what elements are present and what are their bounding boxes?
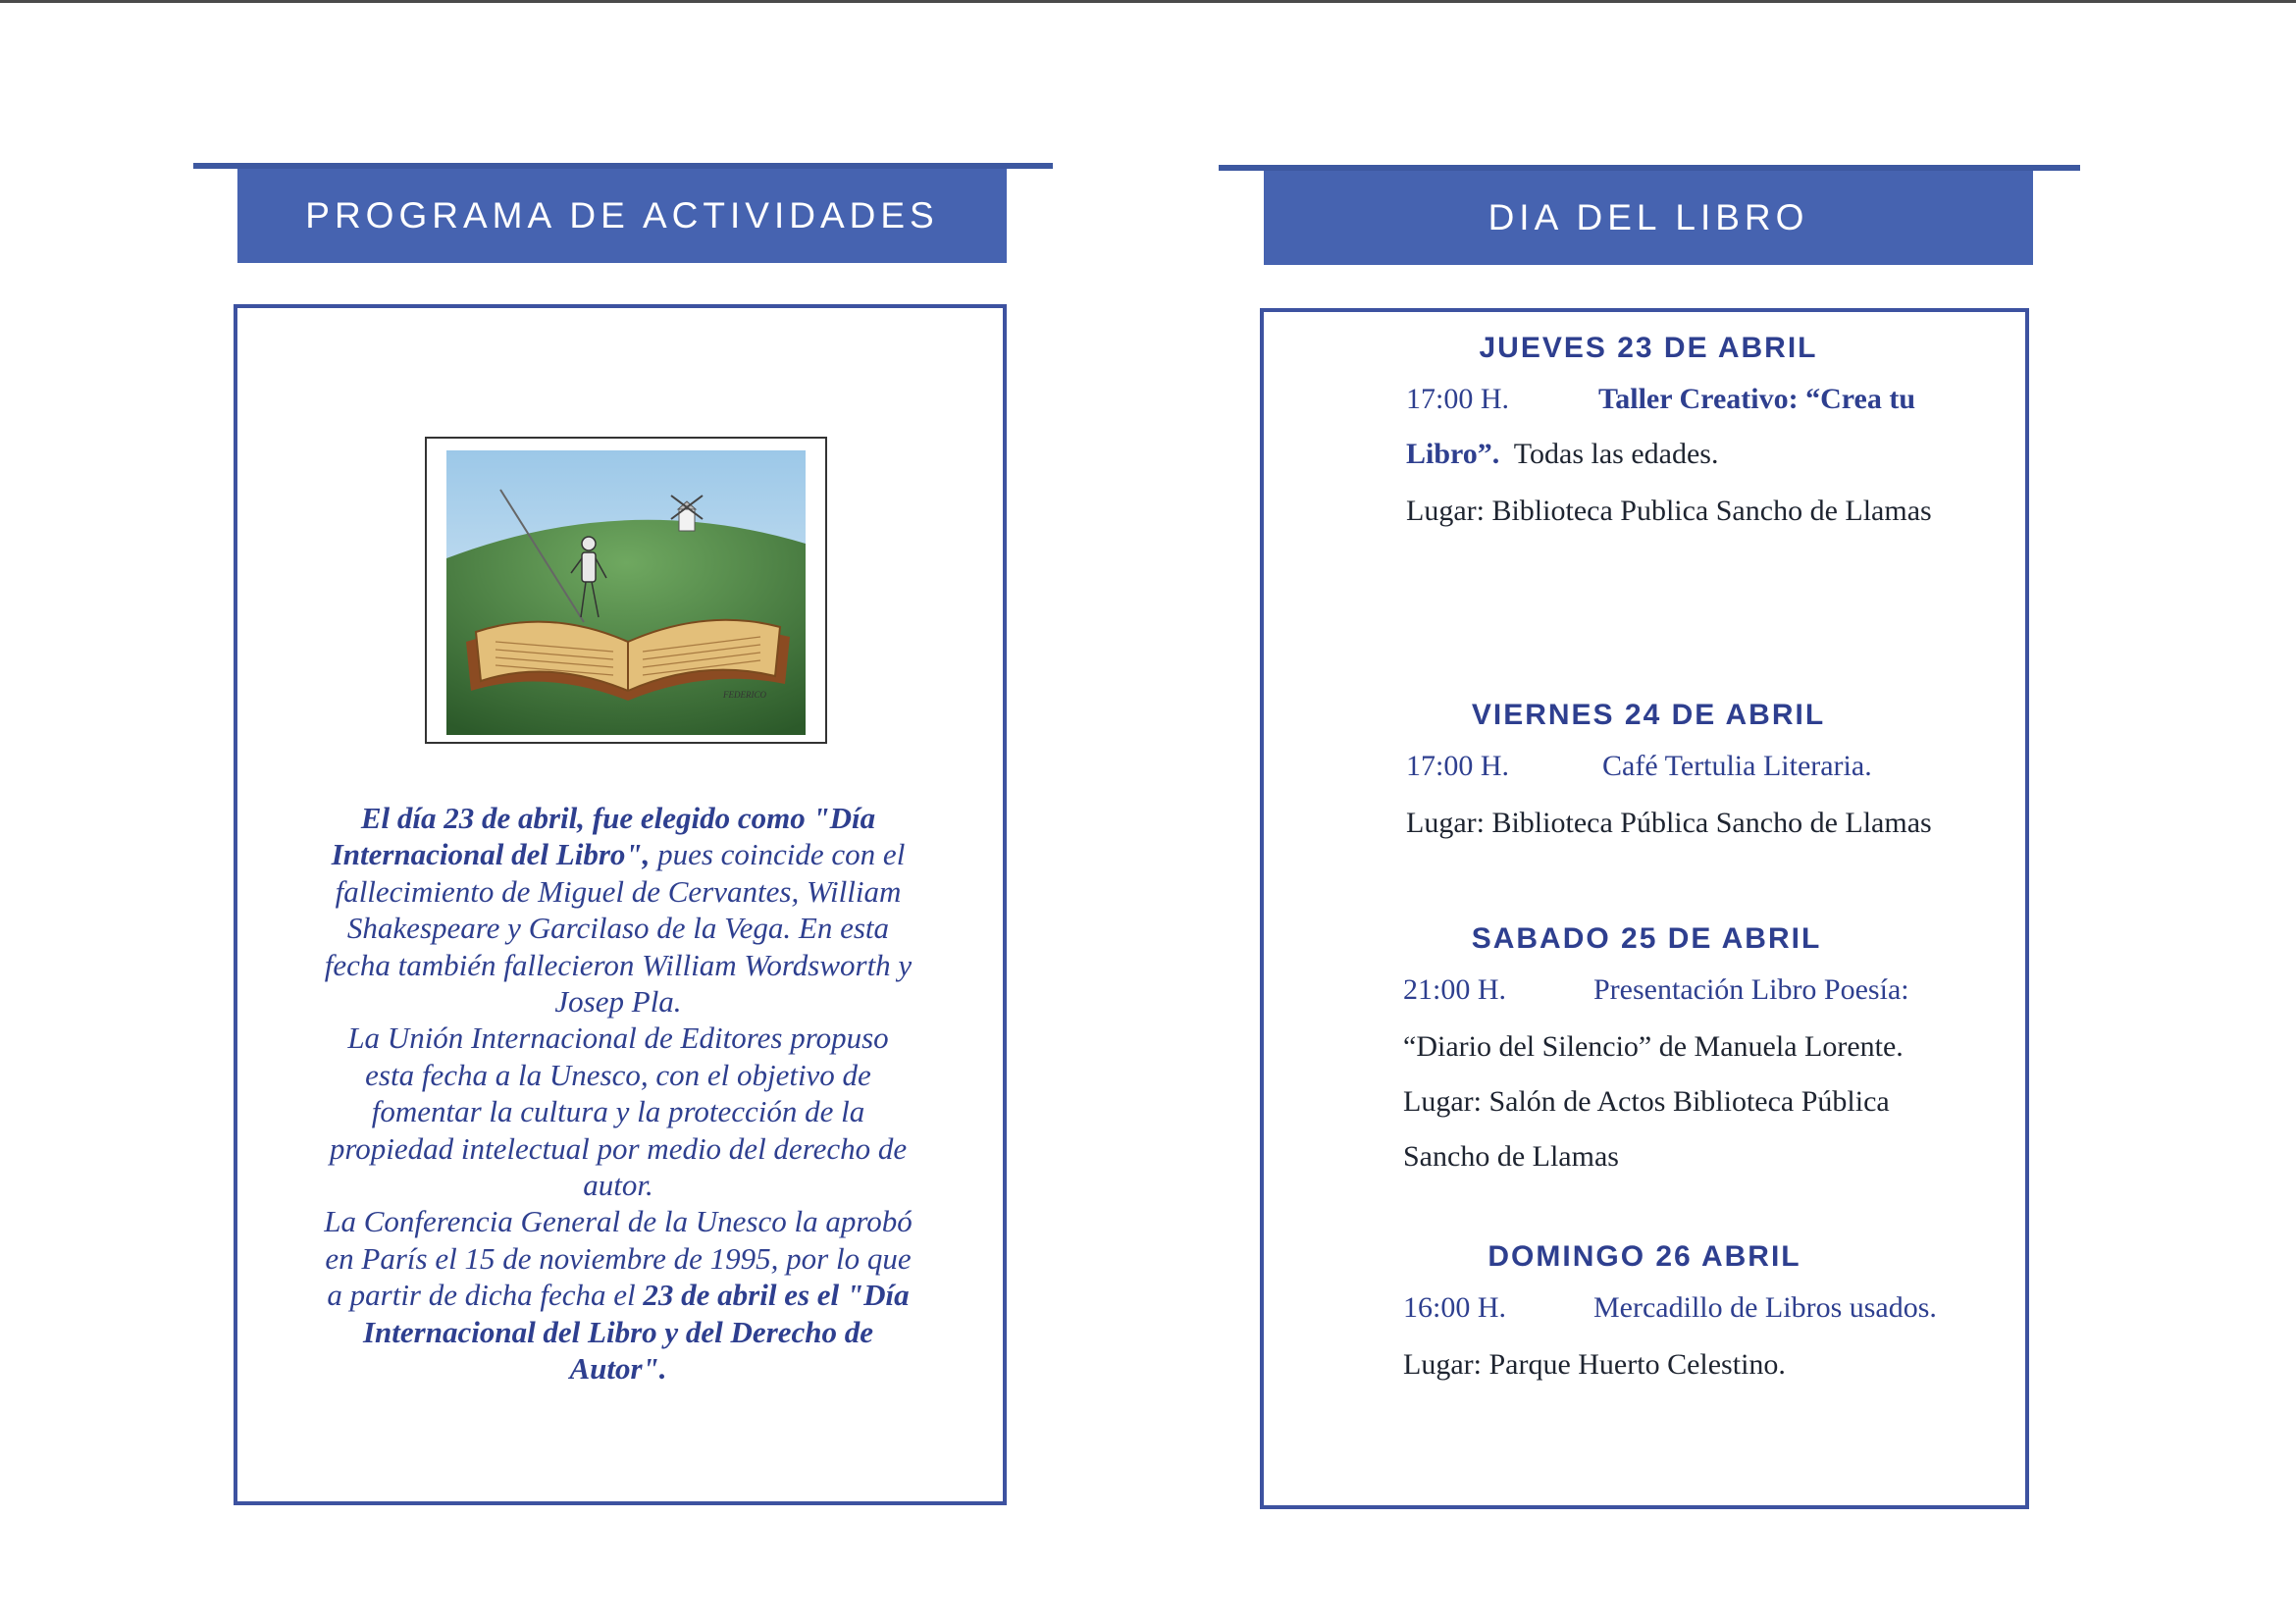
right-header xyxy=(1264,171,2033,265)
day-title: SABADO 25 DE ABRIL xyxy=(1471,922,1822,955)
event-place: Lugar: Salón de Actos Biblioteca Pública xyxy=(1403,1085,1890,1118)
event-line xyxy=(1406,438,1718,471)
left-header xyxy=(237,169,1007,263)
event-time: 21:00 H. xyxy=(1403,973,1506,1006)
intro-paragraph-3: La Conferencia General de la Unesco la aprobó en París el 15 de noviembre de 1995, por lo que a partir de dicha fecha el 23 de abril es el "Día Internacional del Libro y del Derecho de Autor". xyxy=(324,1204,913,1387)
event-line xyxy=(1406,383,1915,416)
intro-text xyxy=(324,800,913,1387)
event-place: Lugar: Biblioteca Pública Sancho de Llamas xyxy=(1406,807,1932,839)
day-title: DOMINGO 26 ABRIL xyxy=(1487,1240,1801,1273)
event-place-2: Sancho de Llamas xyxy=(1403,1140,1619,1173)
day-title: VIERNES 24 DE ABRIL xyxy=(1471,699,1826,731)
illustration-signature: FEDERICO xyxy=(723,690,766,700)
event-activity: Café Tertulia Literaria. xyxy=(1602,750,1872,782)
event-line xyxy=(1403,1291,1937,1325)
right-header-title: DIA DEL LIBRO xyxy=(1487,197,1809,237)
scan-edge xyxy=(0,0,2296,3)
event-activity: Presentación Libro Poesía: xyxy=(1593,973,1909,1006)
event-activity-2: “Diario del Silencio” de Manuela Lorente. xyxy=(1403,1030,1904,1063)
event-line xyxy=(1403,973,1909,1007)
event-activity: Taller Creativo: “Crea tu xyxy=(1598,383,1916,415)
intro-paragraph-2: La Unión Internacional de Editores propuso esta fecha a la Unesco, con el objetivo de fomentar la cultura y la protección de la propiedad intelectual por medio del derecho de autor. xyxy=(329,1021,908,1203)
event-line xyxy=(1406,750,1872,783)
event-time: 17:00 H. xyxy=(1406,383,1509,415)
event-time: 17:00 H. xyxy=(1406,750,1509,782)
right-panel xyxy=(1260,308,2029,1509)
event-audience: Todas las edades. xyxy=(1513,438,1719,470)
illustration-frame xyxy=(425,437,827,744)
intro-paragraph-1: El día 23 de abril, fue elegido como "Día Internacional del Libro", pues coincide con el fallecimiento de Miguel de Cervantes, William Shakespeare y Garcilaso de la Vega. En esta fecha también fallecieron William Wordsworth y Josep Pla. xyxy=(324,801,913,1020)
event-place: Lugar: Parque Huerto Celestino. xyxy=(1403,1348,1786,1381)
event-activity: Mercadillo de Libros usados. xyxy=(1593,1291,1937,1324)
event-activity: Libro”. xyxy=(1406,438,1500,470)
event-time: 16:00 H. xyxy=(1403,1291,1506,1324)
day-title: JUEVES 23 DE ABRIL xyxy=(1479,332,1818,364)
left-header-title: PROGRAMA DE ACTIVIDADES xyxy=(305,195,939,236)
don-quixote-book-icon xyxy=(446,450,806,735)
event-place: Lugar: Biblioteca Publica Sancho de Llamas xyxy=(1406,495,1932,527)
